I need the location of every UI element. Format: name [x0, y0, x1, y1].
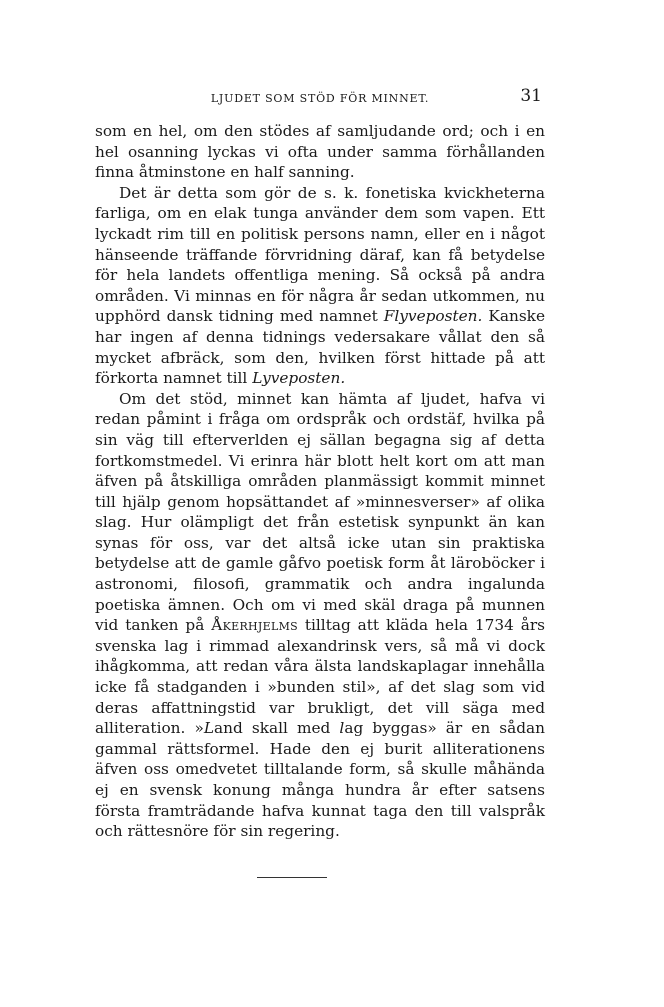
paragraph-2-text-a: Det är detta som gör de s. k. fonetiska kvickheterna farliga, om en elak tunga använder dem som vapen. Ett lyckadt rim till en politisk persons namn, eller en i något hänseende träffande förvridning däraf, kan få betydelse för hela landets offentliga mening. Så också på andra områden. Vi minnas en för några år sedan utkommen, nu upphörd dansk tidning med namnet — [95, 183, 545, 326]
paragraph-2 — [95, 183, 545, 389]
closing-rule — [257, 877, 327, 878]
paragraph-3-smallcaps-akerhjelms: Åkerhjelms — [211, 616, 298, 635]
paragraph-3-text-d: ag byggas» är en sådan gammal rättsformel. Hade den ej burit alliterationens äfven oss omedvetet tilltalande form, så skulle måhända ej en svensk konung många hundra år efter satsens första framträdande hafva kunnat taga den till valspråk och rättesnöre för sin regering. — [95, 719, 545, 841]
page-number: 31 — [520, 86, 542, 106]
paragraph-1: som en hel, om den stödes af samljudande ord; och i en hel osanning lyckas vi ofta under samma förhållanden finna åtminstone en half sanning. — [95, 122, 545, 182]
paragraph-3 — [95, 389, 545, 842]
paragraph-3-text-b: tilltag att kläda hela 1734 års svenska lag i rimmad alexandrinsk vers, så må vi dock ihågkomma, att redan våra älsta landskaplagar innehålla icke få stadganden i »bunden stil», af det slag som vid deras affattningstid var brukligt, det vill säga med alliteration. » — [95, 616, 546, 738]
paragraph-3-text-a: Om det stöd, minnet kan hämta af ljudet, hafva vi redan påmint i fråga om ordspråk och ordstäf, hvilka på sin väg till efterverlden ej sällan begagna sig af detta fortkomstmedel. Vi erinra här blott helt kort om att man äfven på åtskilliga områden planmässigt kommit minnet till hjälp genom hopsättandet af »minnesverser» af olika slag. Hur olämpligt det från estetisk synpunkt än kan synas för oss, var det altså icke utan sin praktiska betydelse att de gamle gåfvo poetisk form åt läroböcker i astronomi, filosofi, grammatik och andra ingalunda poetiska ämnen. Och om vi med skäl draga på munnen vid tanken på — [95, 389, 545, 635]
running-head: LJUDET SOM STÖD FÖR MINNET. — [210, 92, 430, 105]
paragraph-3-italic-l2: l — [339, 719, 345, 738]
paragraph-2-italic-lyveposten: Lyveposten. — [252, 369, 346, 388]
body-text — [95, 121, 545, 842]
paragraph-2-italic-flyveposten: Flyveposten. — [383, 307, 483, 326]
paragraph-3-italic-l1: L — [203, 719, 215, 738]
paragraph-3-text-c: and skall med — [214, 719, 340, 738]
paragraph-2-text-b: Kanske har ingen af denna tidnings vedersakare vållat den så mycket afbräck, som den, hvilken först hittade på att förkorta namnet till — [95, 307, 545, 388]
